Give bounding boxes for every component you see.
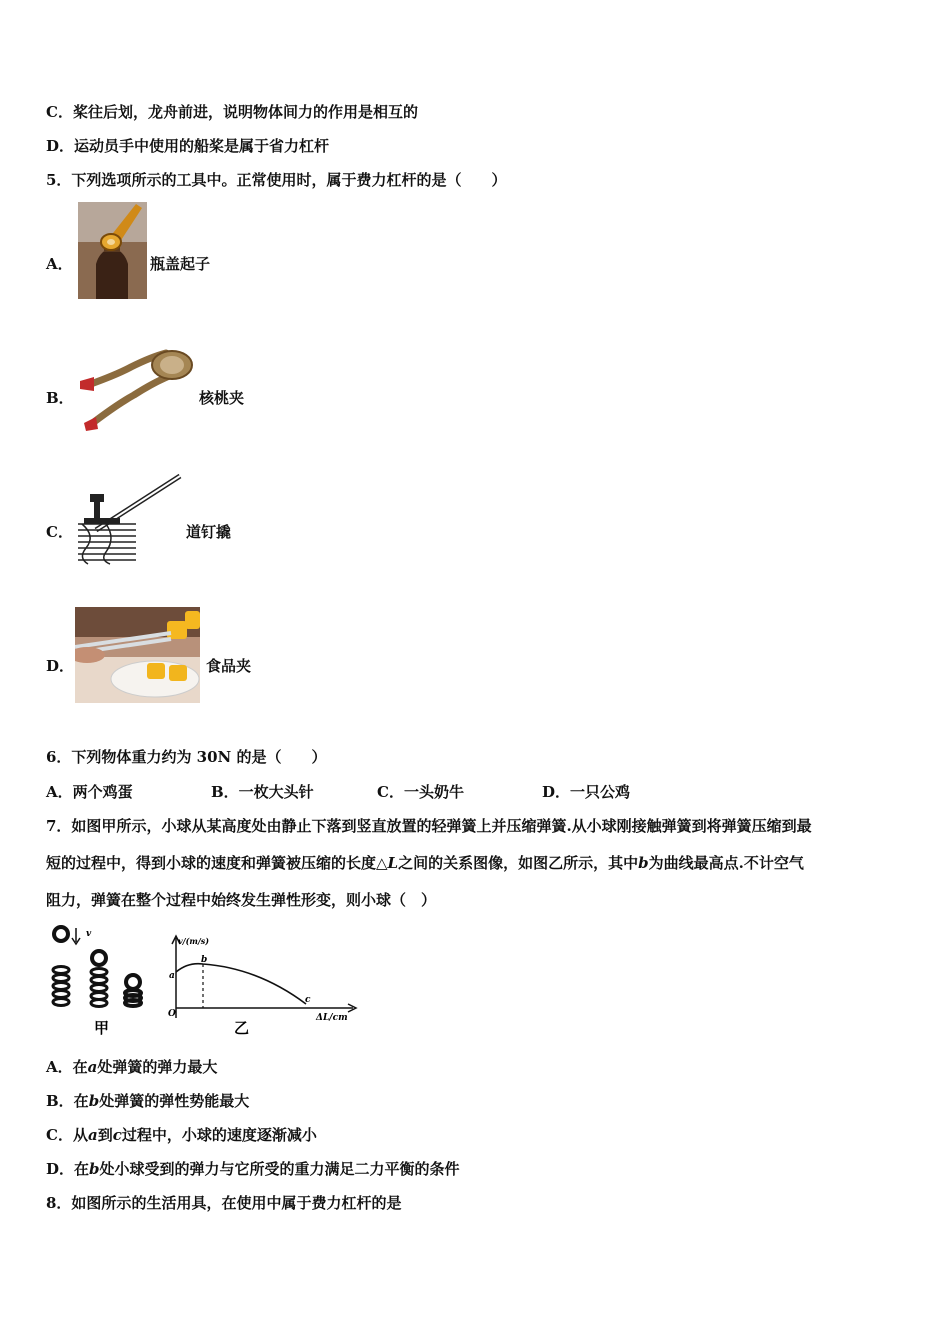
q5-stem: 5．下列选项所示的工具中。正常使用时，属于费力杠杆的是（ ）	[46, 171, 507, 189]
q5-option-b-caption: 核桃夹	[199, 389, 245, 407]
point-c-label: c	[305, 995, 311, 1005]
q5-option-c-caption: 道钉撬	[186, 523, 232, 541]
nutcracker-image	[76, 345, 198, 431]
q7-figure	[48, 922, 368, 1040]
q7-option-b: B．在b处弹簧的弹性势能最大	[46, 1092, 250, 1110]
q7-stem-line2: 短的过程中，得到小球的速度和弹簧被压缩的长度△L之间的关系图像，如图乙所示，其中b为曲线最高点.不计空气	[46, 854, 804, 872]
q5-option-b-label: B．	[46, 389, 74, 407]
figure-yi-caption: 乙	[234, 1019, 250, 1037]
q7-stem-line1: 7．如图甲所示，小球从某高度处由静止下落到竖直放置的轻弹簧上并压缩弹簧.从小球刚接触弹簧到将弹簧压缩到最	[46, 817, 812, 835]
q7-option-d: D．在b处小球受到的弹力与它所受的重力满足二力平衡的条件	[46, 1160, 460, 1178]
q7-option-c: C．从a到c过程中，小球的速度逐渐减小	[46, 1126, 317, 1144]
q4-option-c: C．桨往后划，龙舟前进，说明物体间力的作用是相互的	[46, 103, 418, 121]
q7-stem-line3: 阻力，弹簧在整个过程中始终发生弹性形变，则小球（ ）	[46, 891, 437, 909]
q5-option-d-caption: 食品夹	[206, 657, 252, 675]
q8-stem: 8．如图所示的生活用具，在使用中属于费力杠杆的是	[46, 1194, 402, 1212]
figure-jia-caption: 甲	[94, 1019, 110, 1037]
q5-option-a-caption: 瓶盖起子	[150, 255, 211, 273]
point-a-label: a	[169, 971, 175, 981]
q6-stem: 6．下列物体重力约为 30N 的是（ ）	[46, 748, 327, 766]
q6-option-d: D．一只公鸡	[542, 783, 631, 801]
point-b-label: b	[201, 955, 208, 965]
bottle-opener-image	[78, 202, 147, 299]
q7-option-a: A．在a处弹簧的弹力最大	[46, 1058, 218, 1076]
q5-option-d-label: D．	[46, 657, 75, 675]
q6-option-c: C．一头奶牛	[377, 783, 464, 801]
food-tongs-image	[75, 607, 200, 703]
q5-option-a-label: A．	[46, 255, 73, 273]
velocity-label: v	[86, 929, 92, 939]
spike-puller-image	[76, 472, 186, 566]
q6-option-a: A．两个鸡蛋	[46, 783, 133, 801]
origin-label: O	[168, 1009, 176, 1019]
q4-option-d: D．运动员手中使用的船桨是属于省力杠杆	[46, 137, 330, 155]
y-axis-label: v/(m/s)	[178, 936, 210, 946]
q6-option-b: B．一枚大头针	[211, 783, 314, 801]
x-axis-label: ΔL/cm	[316, 1013, 348, 1023]
q5-option-c-label: C．	[46, 523, 73, 541]
velocity-curve	[176, 964, 306, 1004]
